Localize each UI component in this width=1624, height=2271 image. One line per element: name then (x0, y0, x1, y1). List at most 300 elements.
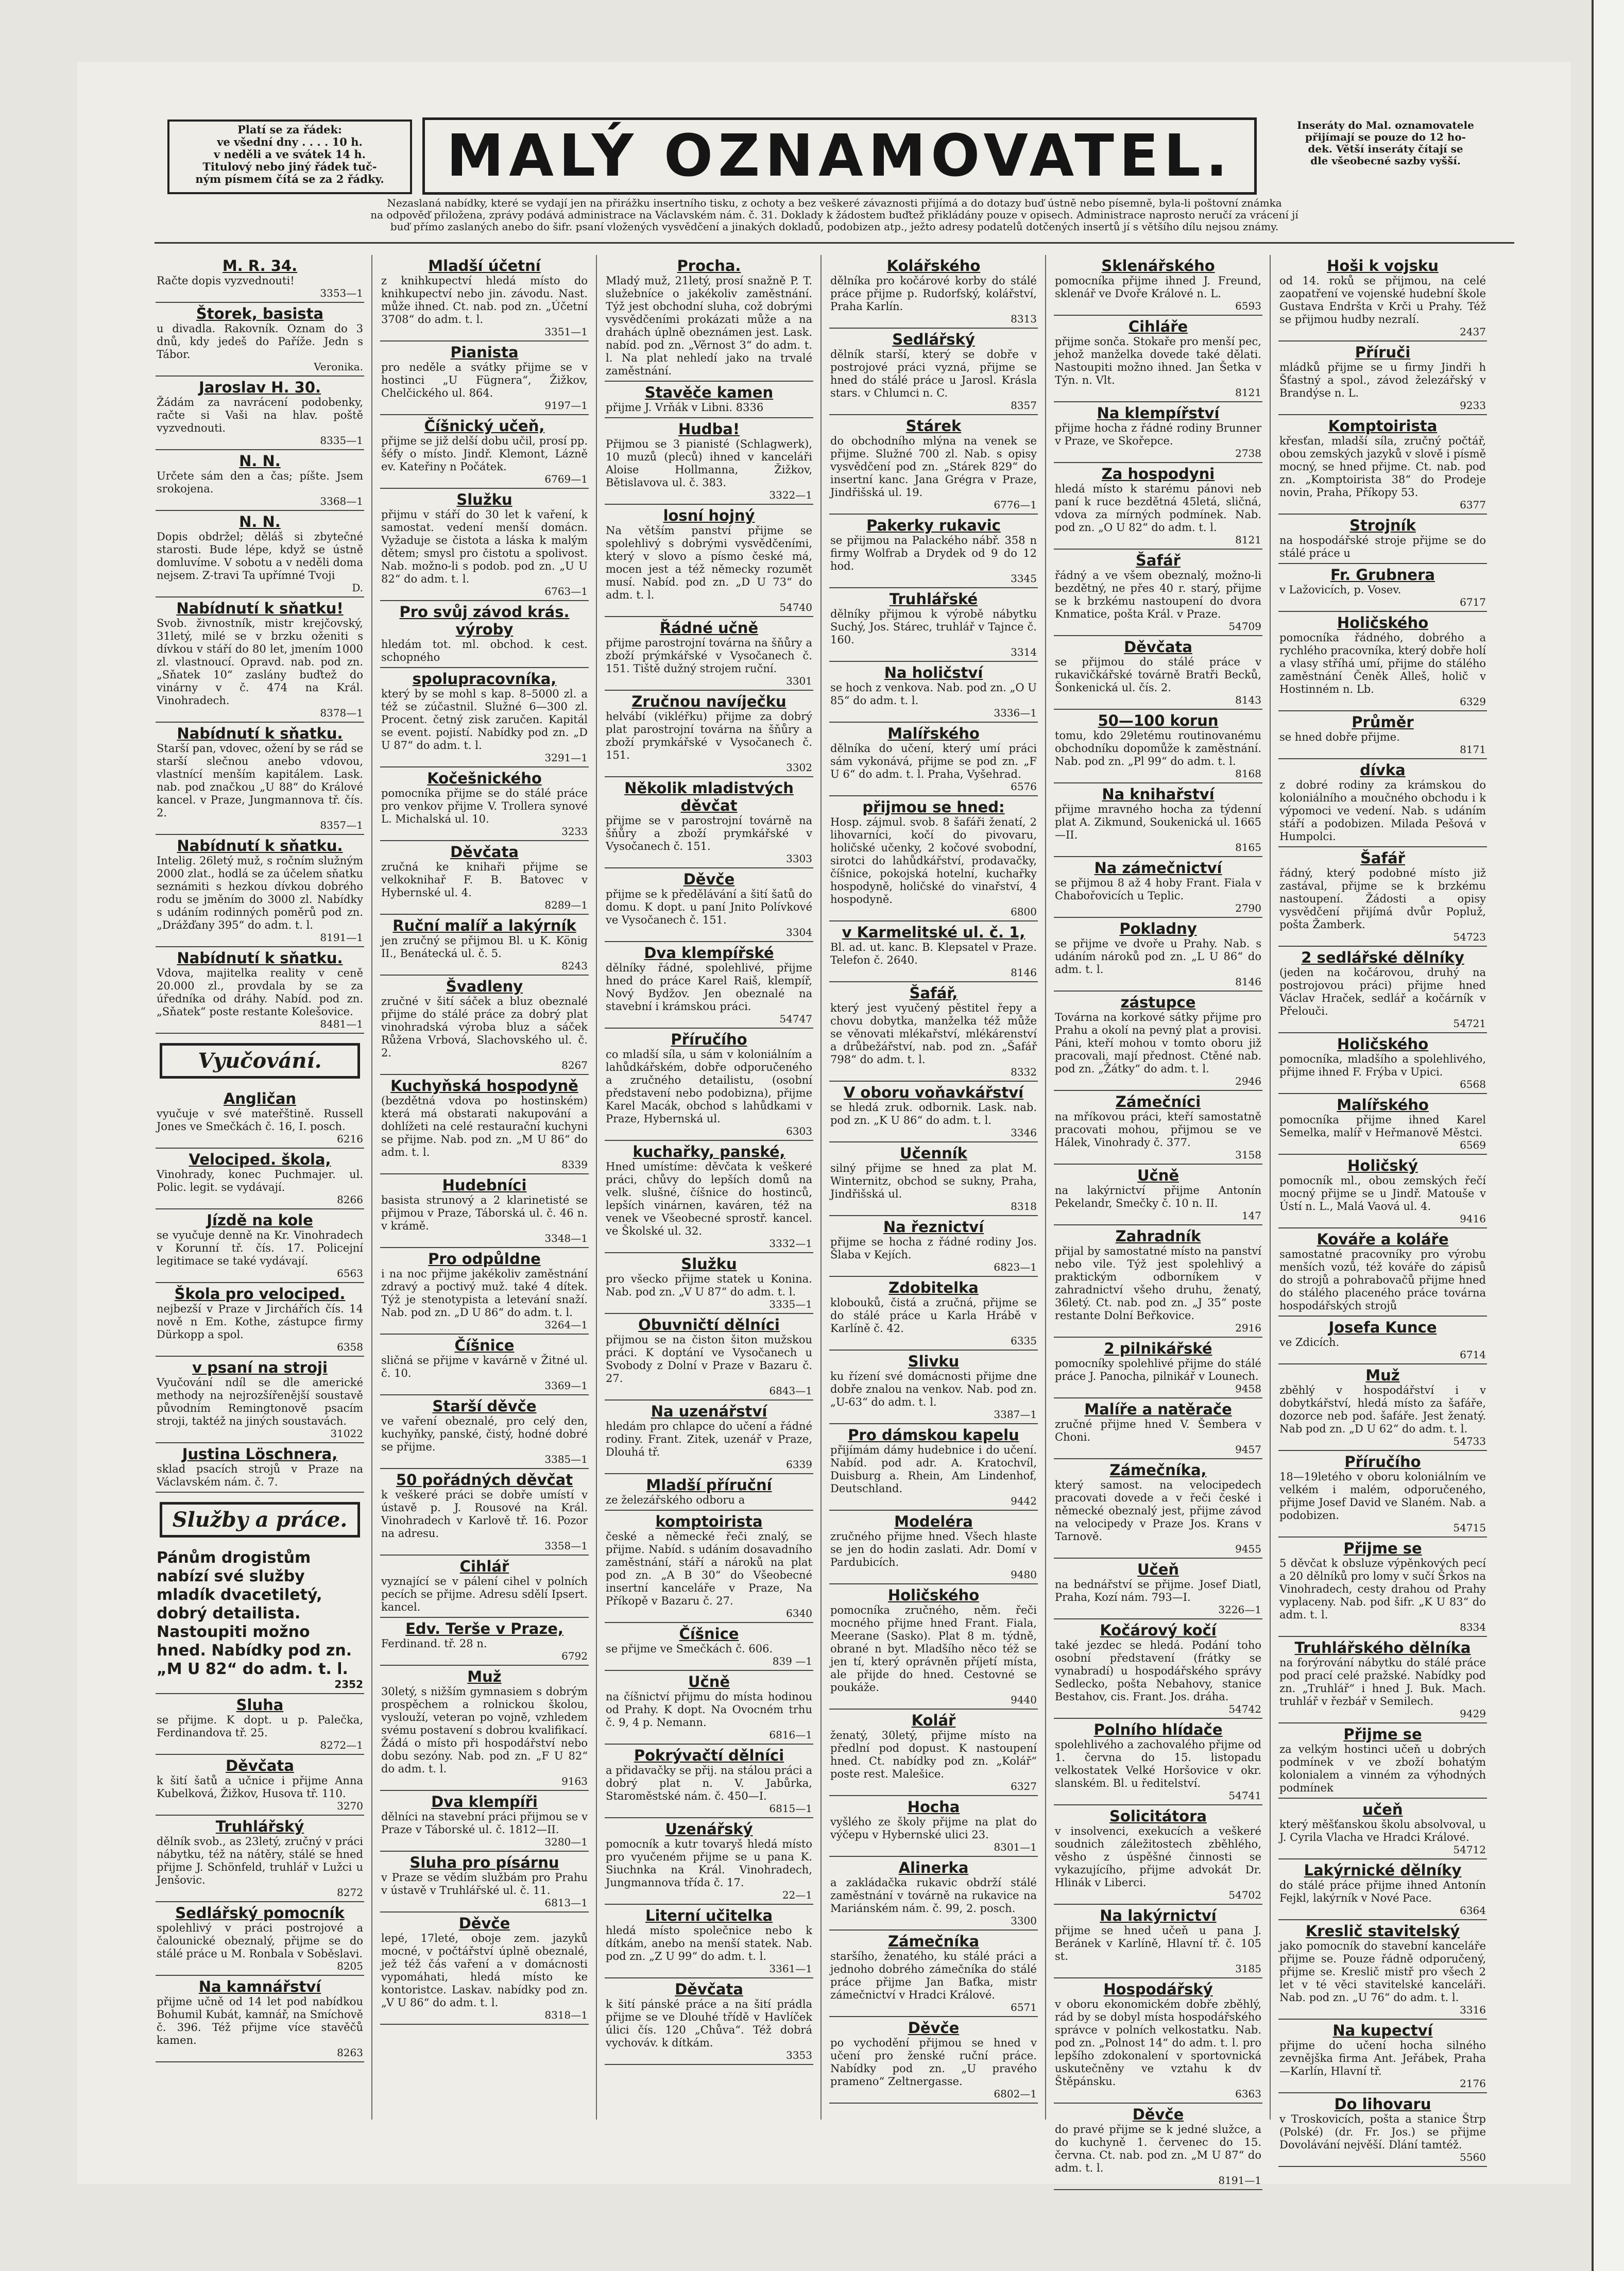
classified-ad (605, 691, 813, 777)
ad-body: na lakýrnictví přijme Antonín Pekelandr, Smečky č. 10 n. II. (1055, 1184, 1261, 1209)
ad-code: 9480 (1011, 1568, 1037, 1581)
classified-ad (829, 982, 1038, 1082)
ad-body: ve vaření obeznalé, pro celý den, kuchyňky, panské, čistý, hodné dobré se přijme. (381, 1415, 588, 1453)
ad-title: Učenník (900, 1145, 967, 1162)
ad-code: 9429 (1460, 1707, 1486, 1720)
ad-body: Hosp. zájmul. svob. 8 šafáři ženatí, 2 lihovarníci, kočí do pivovaru, holičské učenky, 2 kočové svobodní, sirotci do lahůdkářství, prodavačky, číšnice, pokojská hotelní, kuchařky hospodyně, holičské do vinařství, 4 hospodyně. (830, 816, 1037, 906)
ad-code: 54733 (1453, 1435, 1486, 1447)
classified-ad (605, 777, 813, 868)
ad-body: do obchodního mlýna na venek se přijme. Služné 700 zl. Nab. s opisy vysvědčení pod zn. „Stárek 829“ do insertní kanc. Jana Grégra v Praze, Jindřišská ul. 19. (830, 435, 1037, 499)
notice-line: Nezaslaná nabídky, které se vydají jen na přirážku insertního tisku, z ochoty a bez veškeré závaznosti přijímá a do dotazy buď ústně nebo písemně, byla-li poštovní známka (387, 197, 1282, 209)
ad-title: Kuchyňská hospodyně (390, 1077, 578, 1095)
classified-ad (1278, 564, 1487, 612)
classified-ad (605, 1401, 813, 1474)
ad-body: přijme hocha z řádné rodiny Brunner v Praze, ve Skořepce. (1055, 422, 1261, 447)
ad-title: Kováře a koláře (1317, 1231, 1449, 1248)
ad-code: 54702 (1228, 1889, 1261, 1901)
ad-code: D. (352, 582, 363, 594)
classified-ad (380, 915, 589, 976)
ad-title: Přijme se (1343, 1540, 1422, 1557)
classified-ad (156, 511, 364, 597)
classified-ad (1278, 1799, 1487, 1859)
ad-body: Určete sám den a čas; píšte. Jsem srokojena. (157, 470, 363, 495)
ad-body: pomocníky spolehlivé přijme do stálé práce J. Panocha, pilnikář v Lounech. (1055, 1357, 1261, 1382)
ad-code: 8171 (1460, 743, 1486, 756)
ad-title: losní hojný (663, 507, 755, 524)
notice-line: buď přímo zaslaných anebo do šifr. psaní vložených vysvědčení a jinakých dokladů, podobizen atp., ježto adresy podatelů dotčených insertů jí s většího dílu nejsou známy. (390, 220, 1279, 233)
ad-title: Solicitátora (1109, 1807, 1207, 1825)
ad-body: vyučuje v své mateřštině. Russell Jones ve Smečkách č. 16, I. posch. (157, 1107, 363, 1133)
ad-title: Pianista (450, 344, 519, 361)
ad-body: mládků přijme se u firmy Jindři h Šťastný a spol., závod železářský v Brandýse n. L. (1279, 361, 1486, 399)
ad-body: který měšťanskou školu absolvoval, u J. Cyrila Vlacha ve Hradci Králové. (1279, 1818, 1486, 1843)
classified-ad (1054, 1338, 1262, 1398)
ad-body: v insolvenci, exekucích a veškeré soudnich záležitostech zběhlého, věsho z úspěšné činnosti se vykazujícího, přijme advokát Dr. Hlinák v Liberci. (1055, 1825, 1261, 1889)
ad-code: 8334 (1460, 1621, 1486, 1633)
ad-code: 2176 (1460, 2077, 1486, 2090)
ad-code: 3346 (1011, 1126, 1037, 1139)
classified-ad (156, 1902, 364, 1976)
ad-body: přijme parostrojní továrna na šňůry a zboží prýmkářské v Vysočanech č. 151. Tiště dužný strojem ruční. (606, 637, 812, 675)
ad-code: 9455 (1235, 1543, 1261, 1555)
ad-code: 6363 (1235, 2088, 1261, 2100)
ad-code: 6327 (1011, 1780, 1037, 1792)
insert-info-box (1264, 119, 1507, 194)
ad-body: také jezdec se hledá. Podání toho osobní představení (frátky se vynabradí) u hospodářského správy Sedlecko, pošta Nebahovy, stanice Bestahov, cis. Frant. Jos. dráha. (1055, 1639, 1261, 1703)
classified-ad (1054, 1459, 1262, 1559)
ad-code: 6303 (786, 1125, 812, 1137)
ad-title: Příručího (1344, 1453, 1421, 1471)
classified-ad (156, 1357, 364, 1443)
classified-ad (829, 1142, 1038, 1216)
ad-title: Děvče (683, 870, 735, 888)
classified-ad (156, 1547, 364, 1694)
classified-ad (1278, 2093, 1487, 2167)
ad-body: přijmu v stáří do 30 let k vaření, k samostat. vedení menší domácn. Vyžaduje se čistota a láska k malým dětem; smysl pro čistotu a spolivost. Nab. možno-li s podob. pod zn. „U U 82“ do adm. t. l. (381, 508, 588, 585)
ad-code: 54747 (779, 1013, 812, 1025)
classified-ad (605, 1511, 813, 1623)
ad-code: 8146 (1011, 966, 1037, 979)
ad-title: Děvče (458, 1915, 510, 1932)
classified-ad (605, 1745, 813, 1818)
masthead (422, 117, 1257, 195)
ad-title: Číšnice (454, 1337, 515, 1354)
ad-code: 3368—1 (320, 495, 363, 507)
classified-ad (156, 1283, 364, 1357)
ad-body: Svob. živnostník, mistr krejčovský, 31letý, milé se v brzku oženiti s dívkou v stáří do 80 let, jmením 1000 zl. vlastnoucí. Opravd. nab. pod zn. „Sňatek 10“ zaslány buďtež do vinárny v č. 474 na Král. Vinohradech. (157, 617, 363, 707)
ad-title: v psaní na stroji (192, 1359, 328, 1376)
ad-title: Nabídnutí k sňatku. (177, 949, 343, 967)
classified-ad (1054, 1559, 1262, 1619)
ad-code: 3280—1 (544, 1836, 588, 1848)
classified-ad (380, 1395, 589, 1469)
classified-ad (1278, 947, 1487, 1033)
ad-code: 3303 (786, 852, 812, 865)
classified-ad (1054, 1619, 1262, 1719)
ad-body: přijme se hned učeň u pana J. Beránek v Karlíně, Hlavní tř. č. 105 st. (1055, 1924, 1261, 1962)
ad-body: po vychodění přijmou se hned v učení pro ženské ruční práce. Nabídky pod zn. „U pravého prameno“ Zeltnergasse. (830, 2037, 1037, 2088)
classified-ad (380, 601, 589, 668)
ad-title: Sedlářský (892, 331, 975, 348)
ad-title: Uzenářský (665, 1820, 753, 1838)
classified-ad (829, 255, 1038, 329)
ad-code: 8165 (1235, 841, 1261, 853)
classified-ad (605, 617, 813, 691)
classified-ad (1278, 1451, 1487, 1538)
ad-body: se přijmou 8 až 4 hoby Frant. Fiala v Chabořovicích u Teplic. (1055, 877, 1261, 902)
ad-title: Škola pro velociped. (174, 1285, 346, 1303)
classified-ad (380, 1556, 589, 1618)
ad-title: Hocha (907, 1798, 960, 1816)
classified-ad (1278, 1920, 1487, 2020)
ad-code: 8332 (1011, 1066, 1037, 1078)
ad-body: Přijmou se 3 pianisté (Schlagwerk), 10 muzů (pleců) ihned v kanceláři Aloise Hollmanna, Žižkov, Bětislavova ul. č. 383. (606, 438, 812, 489)
classified-ad (156, 377, 364, 450)
ad-title: Komptoiristа (1328, 417, 1438, 435)
ad-title: Malířského (1337, 1096, 1429, 1114)
ad-body: 18—19letého v oboru koloniálním ve velkém i malém, odporučeného, přijme Josef David ve Slaném. Nab. a podobizen. (1279, 1471, 1486, 1522)
ad-title: Nabídnutí k sňatku. (177, 837, 343, 855)
ad-column (380, 255, 589, 2120)
ad-body: jako pomocník do stavební kanceláře přijme se. Pouze řádně odporučený, přijme se. Kreslič mistř pro všech 2 let v té věci stavitelské kanceláři. Nab. pod zn. „U 76“ do adm. t. l. (1279, 1940, 1486, 2004)
ad-body: k veškeré práci se dobře umístí v ústavě p. J. Rousové na Král. Vinohradech v Karlově tř. 16. Pozor na adresu. (381, 1489, 588, 1540)
ad-title: Šafář, (909, 984, 958, 1002)
classified-ad (605, 1905, 813, 1978)
notice-text (155, 197, 1514, 233)
price-line: ným písmem čítá se za 2 řádky. (195, 173, 384, 185)
ad-code: 3300 (1011, 1915, 1037, 1927)
ad-title: dívka (1360, 761, 1406, 779)
ad-body: pomocník a kutr tovaryš hledá místo pro vyučeném přijme se u pana K. Siuchnka na Král. Vinohradech, Jungmannova třída č. 17. (606, 1838, 812, 1889)
ad-body: ženatý, 30letý, přijme místo na předlní pod dopust. K nastoupení hned. Ct. nabídky pod zn. „Kolář“ poste rest. Malešice. (830, 1729, 1037, 1780)
ad-code: 147 (1241, 1209, 1261, 1222)
ad-code: 8168 (1235, 767, 1261, 780)
price-line: Titulový nebo jiný řádek tuč- (202, 160, 377, 173)
price-line: v neděli a ve svátek 14 h. (214, 148, 366, 161)
ad-body: Vdova, majitelka reality v ceně 20.000 zl., provdala by se za úředníka od dráhy. Nabíd. pod zn. „Sňatek“ poste restante Kolešovice. (157, 967, 363, 1018)
ad-body: přijal by samostatné místo na panství nebo vile. Týž jest spolehlivý a praktickým odborníkem v zahradnictví všeho druhu, ženatý, 36letý. Ct. nab. pod zn. „J 35“ poste restante Dolní Beřkovice. (1055, 1245, 1261, 1322)
classified-ad (605, 1253, 813, 1314)
ad-title: N. N. (239, 452, 281, 470)
ad-title: Děvčata (226, 1757, 294, 1774)
ad-code: 8357 (1011, 399, 1037, 412)
ad-title: komptoiristа (655, 1513, 763, 1530)
ad-code: 8301—1 (994, 1841, 1037, 1853)
classified-ad (1278, 1228, 1487, 1317)
ad-body: se přijmou do stálé práce v rukavičkářské továrně Bratři Becků, Šonkenická ul. čís. 2. (1055, 656, 1261, 694)
ad-body: vyšlého ze školy přijme na plat do výčepu v Hybernské ulici 23. (830, 1816, 1037, 1841)
ad-column (156, 255, 364, 2120)
classified-ad (1054, 1091, 1262, 1165)
ad-body: pomocníka, mladšího a spolehlivého, přijme ihned F. Frýba v Upici. (1279, 1053, 1486, 1078)
ad-body: v Troskovicích, pošta a stanice Štrp (Polské) (dr. Fr. Jos.) se přijme Dovolávání nejvěší. Dlání tamtéž. (1279, 2113, 1486, 2151)
ad-code: 3185 (1235, 1962, 1261, 1975)
ad-body: zručného přijme hned. Všech hlaste se jen do hodin zaslati. Adr. Domí v Pardubicích. (830, 1530, 1037, 1568)
ad-title: Šafář (1136, 552, 1181, 569)
ad-title: Truhlářského dělníka (1294, 1639, 1471, 1657)
ad-code: 8191—1 (320, 931, 363, 944)
ad-code: 54742 (1228, 1703, 1261, 1715)
classified-ad (605, 255, 813, 382)
ad-column (605, 255, 813, 2120)
ad-title: Kočárový kočí (1100, 1621, 1217, 1639)
scan-margin (1594, 0, 1624, 2271)
ad-body: Mladý muž, 21letý, prosí snažně P. T. služebníce o jakékoliv zaměstnání. Týž jest obchodní sluha, což dobrými vysvědčeními prokázati může a na drahách úplně obeznámen jest. Lask. nabíd. pod zn. „Věrnost 3“ do adm. t. l. Na plat nehledí jako na trvalé zaměstnání. (606, 275, 812, 377)
ad-body: přijme se k předělávání a šití šatů do domu. K dopt. u paní Jnito Polívkové ve Vysočanech č. 151. (606, 888, 812, 926)
ad-code: 3358—1 (544, 1540, 588, 1552)
classified-ad (1054, 857, 1262, 918)
ad-body: se hned dobře přijme. (1279, 731, 1400, 743)
ad-title: Sluha (236, 1696, 284, 1714)
classified-ad (1054, 992, 1262, 1091)
ad-body: Vyučování ndíl se dle americké methody na nejrozšířenější soustavě původním Remingtonově psacím stroji, taktéž na jiných soustavách. (157, 1376, 363, 1427)
ad-title: Zručnou navíječku (631, 693, 787, 710)
ad-title: Služku (681, 1255, 737, 1273)
ad-title: Truhlářský (215, 1818, 304, 1835)
ad-title: Holičský (1347, 1157, 1418, 1174)
ad-code: 54723 (1453, 931, 1486, 943)
classified-ad (380, 1666, 589, 1791)
ad-code: 3335—1 (769, 1298, 812, 1310)
ad-code: 54741 (1228, 1789, 1261, 1802)
classified-ad (1278, 341, 1487, 415)
ad-title: Děvče (1132, 2106, 1184, 2123)
ad-body: sklad psacích strojů v Praze na Václavském nám. č. 7. (157, 1463, 363, 1488)
ad-body: v oboru ekonomickém dobře zběhlý, rád by se dobyl místa hospodářského správce v polních velkostatku. Nab. pod zn. „Polnost 14“ do adm. t. l. pro lepšího zdokonalení v sportovnická uskutečněny ve vztahu k dv Štěpánsku. (1055, 1998, 1261, 2088)
classified-ad (156, 303, 364, 377)
ad-code: 8143 (1235, 694, 1261, 706)
ad-body: na forýrování nábytku do stálé práce pod prací celé pražské. Nabídky pod zn. „Truhlář“ i hned J. Buk. Mach. truhlář v řezbář v Semilech. (1279, 1657, 1486, 1707)
ad-code: 6335 (1011, 1335, 1037, 1347)
ad-title: Řádné učně (659, 619, 759, 637)
ad-title: Truhlářské (889, 590, 978, 608)
classified-ad (156, 450, 364, 511)
ad-body: Dopis obdržel; děláš si zbytečné starosti. Bude lépe, když se ústně domluvíme. V sobotu a v neděli doma nejsem. Z-travi Ta upřímné Tvoji (157, 531, 363, 582)
ad-code: 54715 (1453, 1522, 1486, 1534)
ad-code: 2946 (1235, 1075, 1261, 1087)
ad-title: Dva klempíři (431, 1793, 538, 1811)
ad-body: Starší pan, vdovec, ožení by se rád se starší slečnou anebo vdovou, vlastnící menším kapitálem. Lask. nab. pod značkou „U 88“ do Králové kancel. v Praze, Jungmannova tř. čís. 2. (157, 742, 363, 819)
price-box (167, 119, 412, 194)
classified-ad (829, 1216, 1038, 1277)
ad-body: Ferdinand. tř. 28 n. (381, 1637, 487, 1650)
ad-body: který by se mohl s kap. 8–5000 zl. a též se zúčastnil. Služné 6—300 zl. Procent. četný zisk zaručen. Kapitál se event. pojistí. Nabídky pod zn. „D U 87“ do adm. t. l. (381, 688, 588, 752)
ad-title: zástupce (1120, 994, 1196, 1011)
ad-title: Učně (1137, 1167, 1179, 1184)
ad-title: učeň (1362, 1801, 1403, 1818)
ad-body: helvábí (vikléřku) přijme za dobrý plat parostrojní továrna na šňůry a zboží prymkářské v Vysočanech č. 151. (606, 710, 812, 761)
ad-title: Edv. Terše v Praze, (405, 1620, 563, 1637)
ad-title: Služku (456, 491, 512, 508)
ad-code: 6717 (1460, 596, 1486, 608)
ad-code: 8267 (561, 1059, 588, 1071)
ad-title: Muž (1365, 1367, 1400, 1384)
ad-code: 54721 (1453, 1017, 1486, 1030)
classified-ad (1054, 1978, 1262, 2104)
ad-code: 3369—1 (544, 1379, 588, 1392)
ad-title: Pokrývačtí dělníci (634, 1747, 784, 1764)
ad-code: 9197—1 (544, 399, 588, 412)
price-line: Platí se za řádek: (237, 123, 342, 136)
ad-title: Malíře a natěrače (1084, 1401, 1232, 1418)
ad-body: v Praze se vědím službám pro Prahu v ústavě v Truhlářské ul. č. 11. (381, 1871, 588, 1897)
ad-title: Obuvničtí dělníci (638, 1316, 780, 1334)
ad-body: se přijme. K dopt. u p. Palečka, Ferdinandova tř. 25. (157, 1714, 363, 1739)
ad-title: Jízdě na kole (207, 1211, 313, 1229)
classified-ad (1054, 1719, 1262, 1805)
ad-title: Nabídnutí k sňatku. (177, 725, 343, 742)
ad-title: Hudba! (678, 420, 740, 438)
classified-ad (1278, 1538, 1487, 1637)
ad-code: 3351—1 (544, 326, 588, 338)
classified-ad (1054, 918, 1262, 992)
ad-title: Stárek (905, 417, 962, 435)
classified-ad (156, 723, 364, 835)
ad-body: pomocník ml., obou zemských řečí mocný přijme se u Jindř. Matouše v Ústí n. L., Malá Vaová ul. 4. (1279, 1174, 1486, 1213)
ad-body: přijme se v parostrojní továrně na šňůry a zboží prymkářské v Vysočanech č. 151. (606, 814, 812, 852)
column-separator (596, 255, 597, 2120)
classified-ad (1054, 1398, 1262, 1459)
ad-code: 8121 (1235, 386, 1261, 399)
ad-code: 6802—1 (994, 2088, 1037, 2100)
insert-line: dek. Větší inseráty čítají se (1308, 143, 1463, 155)
ad-code: 2738 (1235, 447, 1261, 459)
classified-ad (1278, 711, 1487, 759)
ad-body: na mříkovou práci, kteří samostatně pracovati mohou, přijmou se ve Hálek, Vinohrady č. 377. (1055, 1111, 1261, 1149)
ad-code: 6568 (1460, 1078, 1486, 1090)
ad-body: do stálé práce přijme ihned Antonín Fejkl, lakýrník v Nové Pace. (1279, 1879, 1486, 1904)
section-heading: Vyučování. (160, 1043, 360, 1079)
ad-column (1278, 255, 1487, 2163)
classified-ad (829, 1511, 1038, 1584)
ad-title: Hospodářský (1103, 1980, 1213, 1998)
ad-code: 8121 (1235, 534, 1261, 546)
ad-body: samostatné pracovníky pro výrobu menších vozů, též kováře do zápisů do strojů a pohrabovačů přijme hned do stálého placeného práce továrna hospodářských strojů (1279, 1248, 1486, 1312)
ad-code: 6216 (337, 1133, 363, 1145)
ad-body: který jest vyučený pěstitel řepy a chovu dobytka, manželka též může se věnovati mlékařství, mlékárenství a drůbežářství, nab. pod zn. „Šafář 798“ do adm. t. l. (830, 1002, 1037, 1066)
ad-title: Pro dámskou kapelu (848, 1426, 1019, 1444)
ad-title: Justina Löschnera, (182, 1445, 338, 1463)
ad-body: a zakládačka rukavic obdrží stálé zaměstnání v továrně na rukavice na Mariánském nám. č. 99, 2. posch. (830, 1876, 1037, 1915)
ad-body: zručné v šití sáček a bluz obeznalé přijme do stálé práce za dobrý plat vinohradská výroba bluz a sáček Růžena Vrbová, Slachovského ul. č. 2. (381, 995, 588, 1059)
classified-ad (156, 947, 364, 1034)
ad-title: Na kamnářství (198, 1978, 321, 1995)
classified-ad (605, 1314, 813, 1401)
ad-title: Na klempířství (1097, 404, 1220, 422)
ad-body: hledá místo společnice nebo k dítkám, anebo na menší statek. Nab. pod zn. „Z U 99“ do adm. t. l. (606, 1924, 812, 1962)
ad-code: 3336—1 (994, 707, 1037, 719)
ad-body: přijme J. Vrňák v Libni. 8336 (606, 401, 764, 414)
classified-ad (380, 976, 589, 1075)
ad-title: Přijme se (1343, 1726, 1422, 1743)
ad-body: Vinohrady, konec Puchmajer. ul. Polic. legit. se vydávají. (157, 1168, 363, 1193)
ad-body: se přijme ve Smečkách č. 606. (606, 1643, 773, 1655)
ad-code: 9163 (561, 1775, 588, 1787)
ad-body: Intelig. 26letý muž, s ročním služným 2000 zlat., hodlá se za účelem sňatku seznámiti s hezkou dívkou dobrého rodu se jměním do 3000 zl. Nabídky s udáním rodinných poměrů pod zn. „Drážďany 395“ do adm. t. l. (157, 855, 363, 931)
ad-body: hledám pro chlapce do učení a řádné rodiny. Frant. Zitek, uzenář v Praze, Dlouhá tř. (606, 1420, 812, 1458)
ad-title: Mladší příruční (646, 1476, 772, 1494)
classified-ad (829, 796, 1038, 921)
classified-ad (1278, 1317, 1487, 1364)
ad-body: Na větším panství přijme se spolehlivý s dobrými vysvědčeními, který v slovo a písmo české má, mocen jest a též německy rozumět musí. Nabíd. pod zn. „D U 73“ do adm. t. l. (606, 524, 812, 601)
classified-ad (1054, 1905, 1262, 1978)
classified-ad (380, 1075, 589, 1174)
ad-title: Několik mladistvých děvčat (624, 779, 794, 814)
classified-ad (380, 767, 589, 841)
ad-body: se hoch z venkova. Nab. pod zn. „O U 85“ do adm. t. l. (830, 681, 1037, 707)
ad-code: 6769—1 (544, 473, 588, 485)
ad-code: 3332—1 (769, 1237, 812, 1250)
ad-code: 3264—1 (544, 1319, 588, 1331)
ad-title: Sluha pro písárnu (409, 1854, 559, 1871)
ad-body: do pravé přijme se k jedné služce, a do kuchyně 1. červenec do 15. června. Ct. nab. pod zn. „M U 87“ do adm. t. l. (1055, 2123, 1261, 2174)
classified-ad (1278, 1859, 1487, 1920)
classified-ad (829, 415, 1038, 515)
ad-body: nejbezší v Praze v Jirchářích čís. 14 nově n Em. Kothe, zástupce firmy Dürkopp a spol. (157, 1303, 363, 1341)
ad-body: co mladší síla, u sám v koloniálním a lahůdkářském, dobře odporučeného a zručného detailistu, (osobní představení nebo podobizna), přijme Karel Macák, obchod s lahůdkami v Praze, Hybernská ul. (606, 1048, 812, 1125)
classified-ad (829, 1796, 1038, 1857)
ad-title: spolupracovníka, (412, 670, 557, 688)
classified-ad (380, 255, 589, 341)
ad-title: Alinerka (898, 1859, 969, 1876)
ad-body: Továrna na korkové sátky přijme pro Prahu a okolí na pevný plat a provisi. Páni, kteří mohou v tomto oboru již pracovali, mají přednost. Ctěné nab. pod zn. „Žátky“ do adm. t. l. (1055, 1011, 1261, 1075)
classified-ad (1278, 515, 1487, 564)
classified-ad (1278, 1094, 1487, 1155)
ad-code: 2916 (1235, 1322, 1261, 1334)
ad-code: 6823—1 (994, 1261, 1037, 1273)
ad-code: 9440 (1011, 1694, 1037, 1706)
ad-title: Sedlářský pomocník (175, 1904, 345, 1922)
ad-code: 6364 (1460, 1904, 1486, 1917)
ad-title: Holičského (887, 1586, 980, 1604)
ad-title: Velociped. škola, (189, 1151, 331, 1168)
ad-code: 3316 (1460, 2004, 1486, 2016)
ad-code: 839 —1 (772, 1655, 812, 1667)
classified-ad (1278, 1364, 1487, 1451)
ad-title: Hudebníci (442, 1176, 527, 1194)
ad-body: spolehlivého a zachovalého přijme od 1. června do 15. listopadu velkostatek Velké Horšovice v okr. slanském. Bl. u ředitelství. (1055, 1738, 1261, 1789)
ad-code: 5560 (1460, 2151, 1486, 2163)
ad-title: Švadleny (446, 978, 523, 995)
classified-ad (1054, 1225, 1262, 1338)
ad-body: dělníci na stavební práci přijmou se v Praze v Táborské ul. č. 1812—II. (381, 1811, 588, 1836)
classified-ad (380, 415, 589, 489)
classified-ad (605, 382, 813, 418)
ad-body: a přidavačky se přij. na stálou práci a dobrý plat n. V. Jabůrka, Staroměstské nám. č. 450—I. (606, 1764, 812, 1802)
classified-ad (380, 1248, 589, 1335)
classified-ad (380, 1618, 589, 1666)
ad-title: Na knihařství (1102, 786, 1215, 803)
classified-ad (829, 1424, 1038, 1511)
classified-ad (1278, 415, 1487, 515)
ad-code: 2790 (1235, 902, 1261, 914)
ad-body: basista strunový a 2 klarinetisté se přijmou v Praze, Táborská ul. č. 46 n. v krámě. (381, 1194, 588, 1232)
ad-body: zručná ke knihaři přijme se velkoknihař F. B. Batovec v Hybernské ul. 4. (381, 861, 588, 899)
ad-title: Průměr (1352, 713, 1414, 731)
ad-title: Dva klempířské (644, 944, 774, 962)
ad-title: Sklenářského (1101, 257, 1215, 275)
ad-code: 8263 (337, 2046, 363, 2059)
ad-title: Strojník (1349, 517, 1416, 534)
ad-title: Ruční malíř a lakýrník (392, 917, 576, 934)
ad-body: se přijme ve dvoře u Prahy. Nab. s udáním nároků pod zn. „L U 86“ do adm. t. l. (1055, 937, 1261, 976)
ad-body: české a německé řeči znalý, se přijme. Nabíd. s udáním dosavadního zaměstnání, stáří a nároků na plat pod zn. „A B 30“ do Všeobecné insertní kanceláře v Praze, Na Příkopě v Bazaru č. 27. (606, 1530, 812, 1607)
classified-ad (380, 1174, 589, 1248)
ad-title: Lakýrnické dělníky (1304, 1862, 1462, 1879)
classified-ad (1054, 783, 1262, 857)
classified-ad (1278, 255, 1487, 341)
classified-ad (829, 515, 1038, 588)
